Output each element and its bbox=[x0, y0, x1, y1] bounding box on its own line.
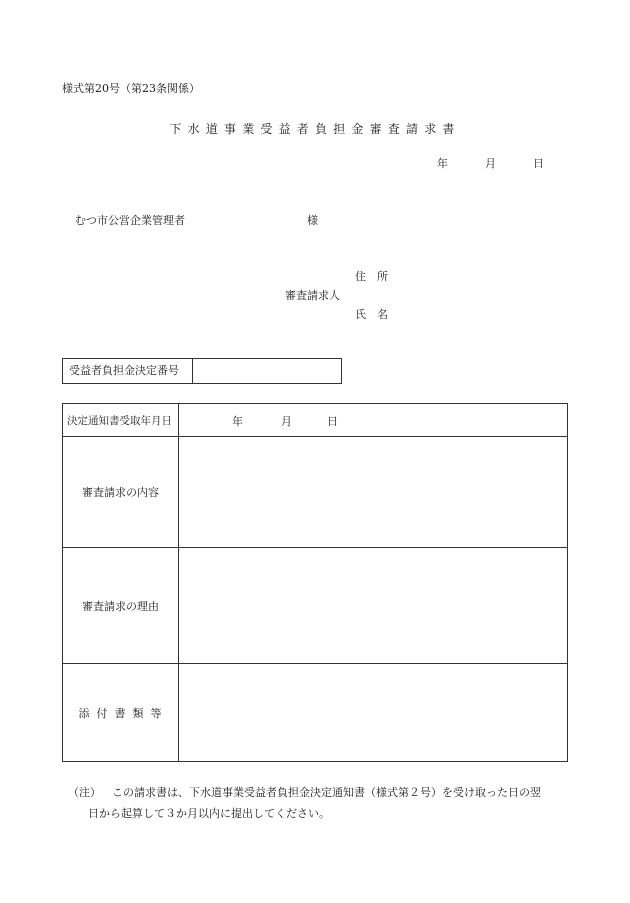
notice-date-year: 年 bbox=[232, 415, 243, 428]
decision-number-field[interactable] bbox=[194, 359, 341, 383]
request-reason-field[interactable] bbox=[179, 548, 567, 663]
submission-date bbox=[437, 155, 544, 171]
note-line-2: 日から起算して３か月以内に提出してください。 bbox=[88, 807, 330, 820]
notice-date-day: 日 bbox=[327, 415, 338, 428]
note-text-1: この請求書は、下水道事業受益者負担金決定通知書（様式第２号）を受け取った日の翌 bbox=[112, 786, 541, 799]
attachments-label: 添付書類等 bbox=[63, 664, 179, 761]
addressee-name: むつ市公営企業管理者 bbox=[75, 214, 185, 227]
address-label: 住所 bbox=[355, 270, 399, 283]
form-number: 様式第20号（第23条関係） bbox=[62, 82, 200, 95]
table-row-attachments bbox=[63, 664, 567, 761]
note-mark: （注） bbox=[68, 786, 101, 799]
notice-date-month: 月 bbox=[281, 415, 292, 428]
date-month-label: 月 bbox=[485, 157, 496, 170]
addressee-honorific: 様 bbox=[307, 214, 318, 227]
request-content-label: 審査請求の内容 bbox=[63, 437, 179, 547]
notice-date-field[interactable] bbox=[179, 404, 567, 436]
request-reason-label: 審査請求の理由 bbox=[63, 548, 179, 663]
attachments-field[interactable] bbox=[179, 664, 567, 761]
date-day-label: 日 bbox=[533, 157, 544, 170]
notice-date-label: 決定通知書受取年月日 bbox=[63, 404, 179, 436]
table-row-request-content bbox=[63, 437, 567, 548]
requester-label: 審査請求人 bbox=[285, 289, 340, 302]
note-line-1 bbox=[68, 784, 541, 800]
decision-number-label: 受益者負担金決定番号 bbox=[63, 359, 193, 383]
date-year-label: 年 bbox=[437, 157, 448, 170]
request-content-field[interactable] bbox=[179, 437, 567, 547]
name-label: 氏名 bbox=[355, 308, 399, 321]
table-row-request-reason bbox=[63, 548, 567, 664]
request-table bbox=[62, 403, 568, 762]
document-title: 下水道事業受益者負担金審査請求書 bbox=[169, 122, 461, 136]
table-row-notice-date bbox=[63, 404, 567, 437]
decision-number-box bbox=[62, 358, 342, 384]
